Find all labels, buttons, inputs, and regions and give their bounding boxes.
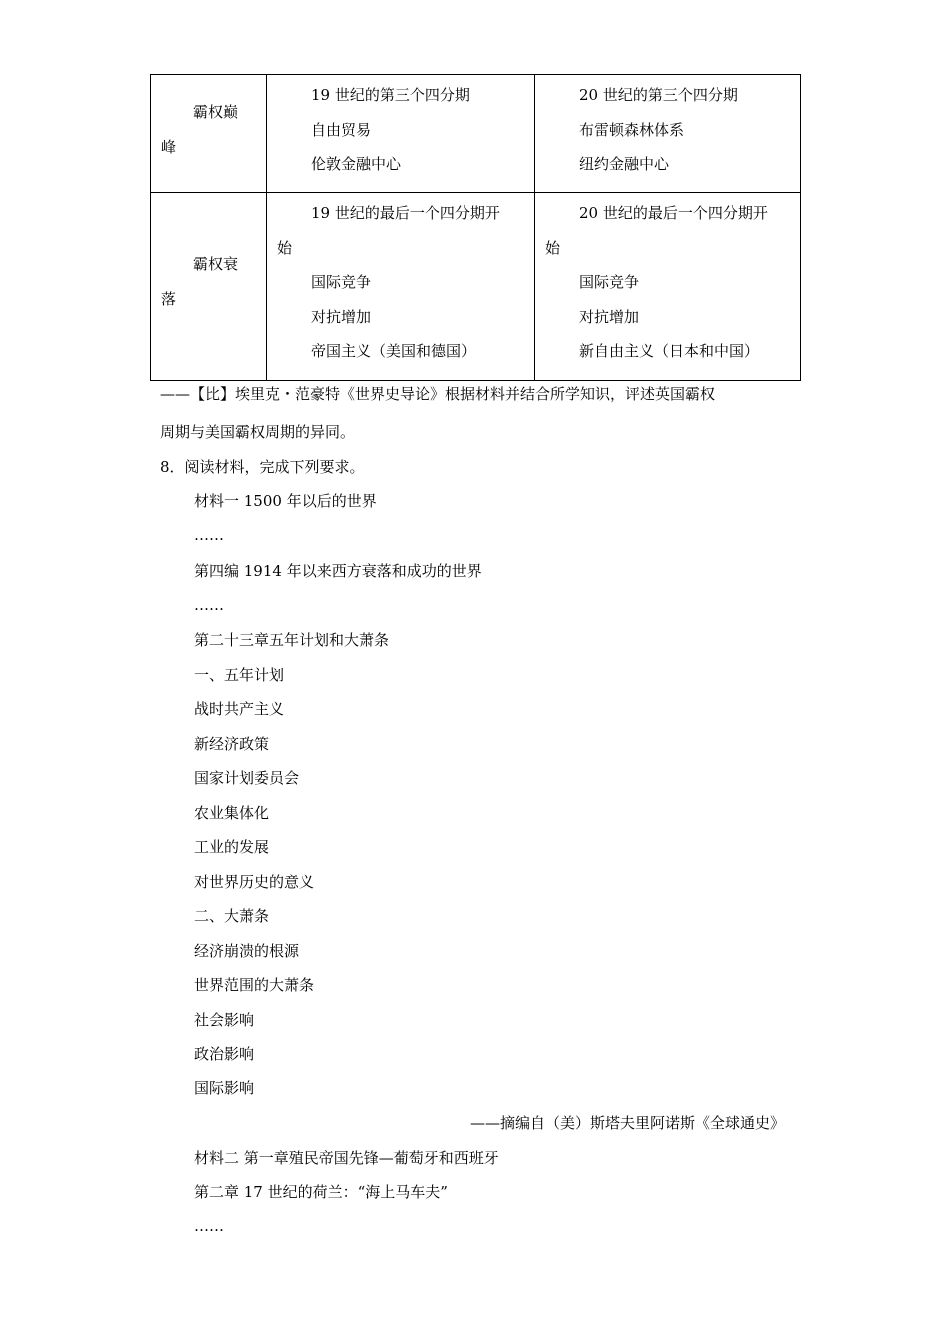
british-decline-cell — [267, 193, 535, 381]
cell-text: 对抗增加 — [579, 307, 640, 326]
list-item: 国家计划委员会 — [194, 769, 300, 787]
list-item: 农业集体化 — [194, 804, 270, 822]
list-item: 经济崩溃的根源 — [194, 942, 300, 960]
q7-source-line: ——【比】埃里克・范豪特《世界史导论》根据材料并结合所学知识，评述英国霸权 — [160, 385, 716, 403]
cell-text: 国际竞争 — [311, 273, 372, 291]
cell-text: 纽约金融中心 — [579, 155, 670, 173]
ellipsis: …… — [194, 596, 224, 614]
material2-line1: 材料二 第一章殖民帝国先锋—葡萄牙和西班牙 — [194, 1149, 499, 1167]
cell-text: 始 — [545, 238, 561, 257]
cell-text: 19 世纪的第三个四分期 — [311, 86, 470, 104]
list-item: 战时共产主义 — [194, 700, 285, 718]
table-row — [151, 75, 801, 193]
list-item: 国际影响 — [194, 1079, 255, 1097]
list-item: 世界范围的大萧条 — [194, 976, 315, 994]
american-peak-cell — [535, 75, 801, 193]
cell-text: 伦敦金融中心 — [311, 155, 402, 173]
label-text: 霸权衰 — [193, 255, 239, 273]
ellipsis: …… — [194, 526, 224, 544]
chapter23-title: 第二十三章五年计划和大萧条 — [194, 631, 390, 649]
part4-title: 第四编 1914 年以来西方衰落和成功的世界 — [194, 562, 482, 580]
material1-title: 材料一 1500 年以后的世界 — [194, 492, 377, 510]
cell-text: 国际竞争 — [579, 273, 640, 291]
table-row — [151, 193, 801, 381]
cell-text: 20 世纪的第三个四分期 — [579, 86, 738, 104]
cell-text: 布雷顿森林体系 — [579, 120, 685, 139]
cell-text: 新自由主义（日本和中国） — [579, 342, 760, 360]
list-item: 工业的发展 — [194, 838, 270, 856]
q7-question-line: 周期与美国霸权周期的异同。 — [160, 423, 356, 441]
q8-heading: 8．阅读材料，完成下列要求。 — [160, 458, 365, 476]
label-text: 霸权巅 — [193, 103, 239, 121]
citation: ——摘编自（美）斯塔夫里阿诺斯《全球通史》 — [469, 1114, 785, 1132]
row-label-peak — [151, 75, 267, 193]
material2-line2: 第二章 17 世纪的荷兰：“海上马车夫” — [194, 1183, 448, 1201]
section1-title: 一、五年计划 — [194, 666, 285, 684]
cell-text: 20 世纪的最后一个四分期开 — [579, 204, 768, 222]
row-label-decline — [151, 193, 267, 381]
american-decline-cell — [535, 193, 801, 381]
list-item: 对世界历史的意义 — [194, 873, 315, 891]
cell-text: 19 世纪的最后一个四分期开 — [311, 204, 500, 222]
british-peak-cell — [267, 75, 535, 193]
list-item: 政治影响 — [194, 1045, 255, 1063]
hegemony-comparison-table — [150, 74, 801, 381]
cell-text: 对抗增加 — [311, 307, 372, 326]
cell-text: 帝国主义（美国和德国） — [311, 342, 477, 360]
label-text: 峰 — [161, 137, 177, 156]
label-text: 落 — [161, 289, 177, 308]
ellipsis: …… — [194, 1217, 224, 1235]
list-item: 社会影响 — [194, 1011, 255, 1029]
cell-text: 自由贸易 — [311, 120, 372, 139]
section2-title: 二、大萧条 — [194, 907, 270, 925]
list-item: 新经济政策 — [194, 735, 270, 753]
cell-text: 始 — [277, 238, 293, 257]
